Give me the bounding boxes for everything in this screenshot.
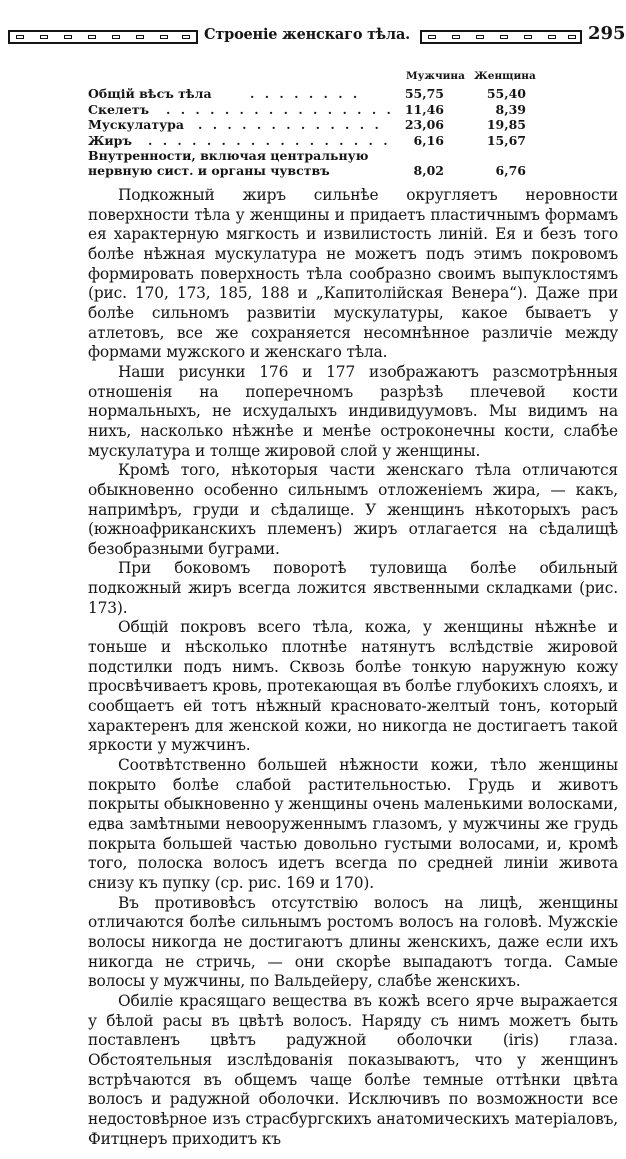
value-male: 6,16 [413, 132, 444, 148]
table-row [88, 86, 538, 102]
leader-dots: . . . . . . . . [250, 86, 361, 101]
value-female: 19,85 [486, 117, 526, 132]
value-female: 15,67 [486, 132, 526, 148]
leader-dots: . . . . . . . . . . . . . . . . [166, 101, 394, 117]
header-ornament-left [8, 30, 198, 44]
value-female: 8,39 [495, 101, 526, 117]
row-label: Общій вѣсъ тѣла [88, 86, 212, 101]
paragraph: Кромѣ того, нѣкоторыя части женскаго тѣла отличаются обыкновенно особенно сильнымъ отложеніемъ жира, — какъ, напримѣръ, груди и сѣдалище. У женщинъ нѣкоторыхъ расъ (южноафриканскихъ племенъ) жиръ отлагается на сѣдалищѣ безобразными буграми. [88, 461, 618, 558]
value-male: 8,02 [413, 163, 444, 178]
paragraph: Подкожный жиръ сильнѣе округляетъ неровности поверхности тѣла у женщины и придаетъ пластичнымъ формамъ ея характерную мягкость и извилистость линій. Ея и безъ того болѣе нѣжная мускулатура не можетъ подъ этимъ покровомъ формировать поверхность тѣла сообразно своимъ выпуклостямъ (рис. 170, 173, 185, 188 и „Капитолійская Венера“). Даже при болѣе сильномъ развитіи мускулатуры, какое бываетъ у атлетовъ, все же сохраняется несомнѣнное различіе между формами мужского и женскаго тѣла. [88, 186, 618, 362]
value-female: 6,76 [495, 163, 526, 178]
value-male: 55,75 [404, 86, 444, 101]
table-row [88, 148, 538, 178]
table-row [88, 133, 538, 149]
paragraph: Соотвѣтственно большей нѣжности кожи, тѣло женщины покрыто болѣе слабой растительностью. Грудь и животъ покрыты обыкновенно у женщины очень маленькими волосками, едва замѣтными невооруженнымъ глазомъ, у мужчины же грудь покрыта большей частью довольно густыми волосами, и, кромѣ того, полоска волосъ идетъ всегда по средней линіи живота снизу къ пупку (ср. рис. 169 и 170). [88, 756, 618, 892]
column-header-female: Женщина [474, 70, 536, 82]
paragraph: Обиліе красящаго вещества въ кожѣ всего ярче выражается у бѣлой расы въ цвѣтѣ волосъ. Наряду съ нимъ можетъ быть поставленъ цвѣтъ радужной оболочки (iris) глаза. Обстоятельныя изслѣдованія показываютъ, что у женщинъ встрѣчаются въ общемъ чаще болѣе темные оттѣнки цвѣта волосъ и радужной оболочки. Исключивъ по возможности все недостовѣрное изъ страсбургскихъ анатомическихъ матеріаловъ, Фитцнеръ приходитъ къ [88, 991, 618, 1148]
paragraph: Общій покровъ всего тѣла, кожа, у женщины нѣжнѣе и тоньше и нѣсколько плотнѣе натянутъ вслѣдствіе жировой подстилки подъ нимъ. Сквозь болѣе тонкую наружную кожу просвѣчиваетъ кровь, протекающая въ болѣе глубокихъ слояхъ, и сообщаетъ ей тотъ нѣжный красновато-желтый тонъ, который характеренъ для женской кожи, но никогда не достигаетъ такой яркости у мужчинъ. [88, 618, 618, 755]
row-label-line-2: нервную сист. и органы чувствъ [88, 163, 330, 178]
table-row [88, 117, 538, 133]
header-ornament-right [420, 30, 582, 44]
paragraph: Наши рисунки 176 и 177 изображаютъ разсмотрѣнныя отношенія на поперечномъ разрѣзѣ плечевой кости нормальныхъ, не исхудалыхъ индивидуумовъ. Мы видимъ на нихъ, насколько нѣжнѣе и менѣе остроконечны кости, слабѣе мускулатура и толще жировой слой у женщины. [88, 362, 618, 460]
leader-dots: . . . . . . . . . . . . . [198, 117, 382, 132]
table-header [88, 70, 538, 86]
row-label: Жиръ [88, 132, 133, 148]
row-label: Мускулатура [88, 117, 184, 132]
leader-dots: . . . . . . . . . . . . . . . . . [148, 132, 391, 148]
row-label: Скелетъ [88, 101, 150, 117]
body-composition-table [88, 70, 538, 178]
paragraph: При боковомъ поворотѣ туловища болѣе обильный подкожный жиръ всегда ложится явственными складками (рис. 173). [88, 559, 618, 617]
body-text [88, 186, 618, 1149]
table-row [88, 102, 538, 118]
column-header-male: Мужчина [406, 70, 465, 82]
running-header [8, 22, 626, 50]
value-male: 11,46 [404, 101, 444, 117]
row-label-line-1: Внутренности, включая центральную [88, 148, 369, 163]
running-title: Строеніе женскаго тѣла. [204, 26, 410, 43]
paragraph: Въ противовѣсъ отсутствію волосъ на лицѣ, женщины отличаются болѣе сильнымъ ростомъ волосъ на головѣ. Мужскіе волосы никогда не достигаютъ длины женскихъ, даже если ихъ никогда не стричь, — они скорѣе выпадаютъ тогда. Самые волосы у мужчины, по Вальдейеру, слабѣе женскихъ. [88, 893, 618, 991]
value-male: 23,06 [404, 117, 444, 132]
value-female: 55,40 [486, 86, 526, 101]
page-number: 295 [588, 23, 626, 44]
